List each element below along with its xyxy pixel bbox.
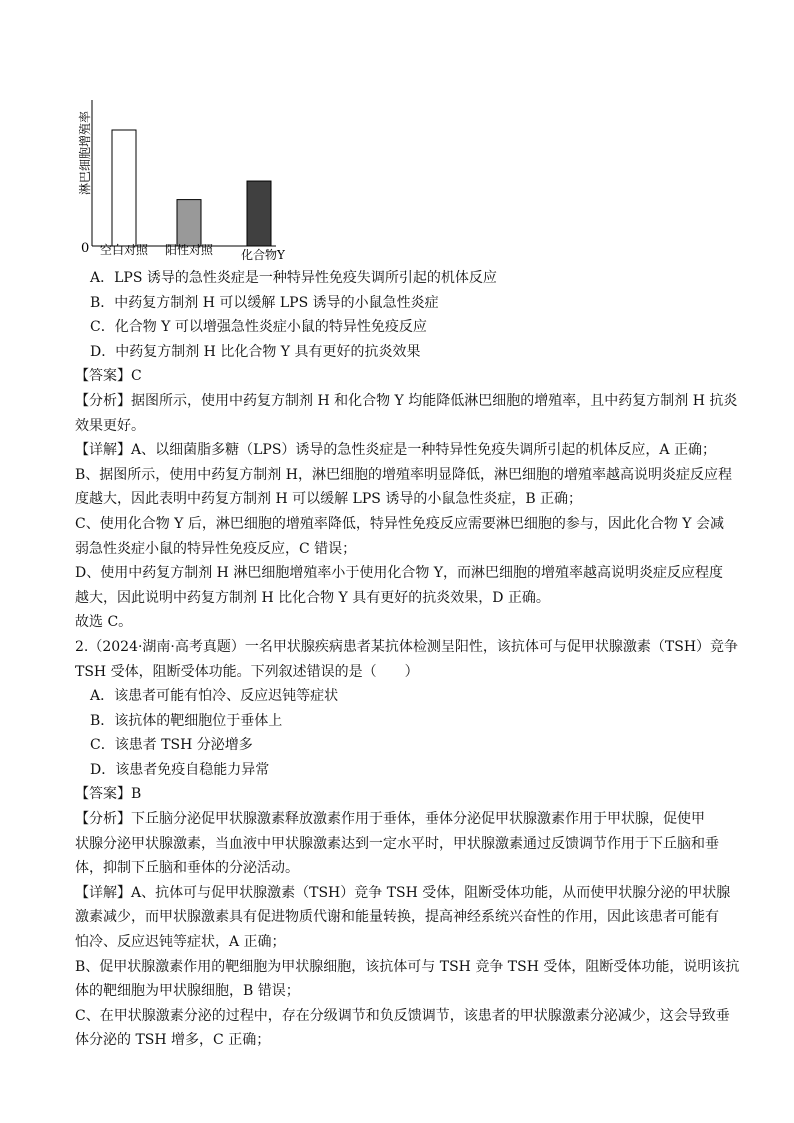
q2-detail-line: C、在甲状腺激素分泌的过程中，存在分级调节和负反馈调节，该患者的甲状腺激素分泌减少，这会导致垂 [75,1007,730,1024]
y-axis-label: 淋巴细胞增殖率 [78,110,92,195]
bar-2 [177,200,201,246]
bar-1 [112,130,136,246]
q1-conclusion: 故选 C。 [75,614,133,631]
tick-label: 阳性对照 [164,243,214,257]
q1-detail-line: 度越大，因此表明中药复方制剂 H 可以缓解 LPS 诱导的小鼠急性炎症，B 正确； [75,491,583,508]
q1-option-a: A．LPS 诱导的急性炎症是一种特异性免疫失调所引起的机体反应 [90,270,497,286]
q2-stem-line: TSH 受体，阻断受体功能。下列叙述错误的是（ ） [75,663,419,680]
q1-analysis-line: 【分析】据图所示，使用中药复方制剂 H 和化合物 Y 均能降低淋巴细胞的增殖率，且中药复方制剂 H 抗炎 [75,392,738,409]
q2-analysis-line: 体，抑制下丘脑和垂体的分泌活动。 [75,860,299,877]
q1-detail-line: 弱急性炎症小鼠的特异性免疫反应，C 错误； [75,540,357,557]
q2-detail-line: 激素减少，而甲状腺激素具有促进物质代谢和能量转换，提高神经系统兴奋性的作用，因此该患者可能有 [75,909,719,926]
bars-group [112,130,271,246]
q2-detail-line: 怕冷、反应迟钝等症状，A 正确； [75,934,286,951]
q1-detail-line: 越大，因此说明中药复方制剂 H 比化合物 Y 具有更好的抗炎效果，D 正确。 [75,589,550,606]
q1-option-b: B．中药复方制剂 H 可以缓解 LPS 诱导的小鼠急性炎症 [90,294,439,311]
q1-answer: 【答案】C [75,368,142,385]
q2-option-a: A．该患者可能有怕冷、反应迟钝等症状 [90,688,339,705]
q2-stem-line: 2.（2024·湖南·高考真题）一名甲状腺疾病患者某抗体检测呈阳性，该抗体可与促甲状腺激素（TSH）竞争 [75,638,739,655]
q1-detail-line: C、使用化合物 Y 后，淋巴细胞的增殖率降低，特异性免疫反应需要淋巴细胞的参与，因此化合物 Y 会减 [75,515,724,532]
q2-option-b: B．该抗体的靶细胞位于垂体上 [90,712,283,729]
q2-option-d: D．该患者免疫自稳能力异常 [90,761,270,778]
q2-option-c: C．该患者 TSH 分泌增多 [90,737,253,754]
question-text [75,266,740,1053]
bar-3 [247,181,271,246]
q2-detail-line: 体分泌的 TSH 增多，C 正确； [75,1032,271,1049]
q1-option-c: C．化合物 Y 可以增强急性炎症小鼠的特异性免疫反应 [90,319,427,336]
q1-option-d: D．中药复方制剂 H 比化合物 Y 具有更好的抗炎效果 [90,343,421,360]
q1-analysis-line: 效果更好。 [75,417,145,434]
q1-detail-line: B、据图所示，使用中药复方制剂 H，淋巴细胞的增殖率明显降低，淋巴细胞的增殖率越高说明炎症反应程 [75,466,732,483]
origin-label: 0 [81,241,90,256]
tick-label: 空白对照 [99,243,149,257]
q2-answer: 【答案】B [75,786,142,803]
q2-detail-line: 体的靶细胞为甲状腺细胞，B 错误； [75,983,300,1000]
q2-detail-line: B、促甲状腺激素作用的靶细胞为甲状腺细胞，该抗体可与 TSH 竞争 TSH 受体，阻断受体功能，说明该抗 [75,958,740,975]
q2-analysis-line: 【分析】下丘脑分泌促甲状腺激素释放激素作用于垂体，垂体分泌促甲状腺激素作用于甲状腺，促使甲 [75,811,705,828]
tick-label: 化合物Y [241,248,285,262]
q1-detail-line: 【详解】A、以细菌脂多糖（LPS）诱导的急性炎症是一种特异性免疫失调所引起的机体反应，A 正确； [75,442,716,459]
q2-detail-line: 【详解】A、抗体可与促甲状腺激素（TSH）竞争 TSH 受体，阻断受体功能，从而使甲状腺分泌的甲状腺 [75,884,731,901]
q1-detail-line: D、使用中药复方制剂 H 淋巴细胞增殖率小于使用化合物 Y，而淋巴细胞的增殖率越高说明炎症反应程度 [75,565,724,582]
bar-chart [78,100,285,265]
q2-analysis-line: 状腺分泌甲状腺激素，当血液中甲状腺激素达到一定水平时，甲状腺激素通过反馈调节作用于下丘脑和垂 [75,835,719,852]
